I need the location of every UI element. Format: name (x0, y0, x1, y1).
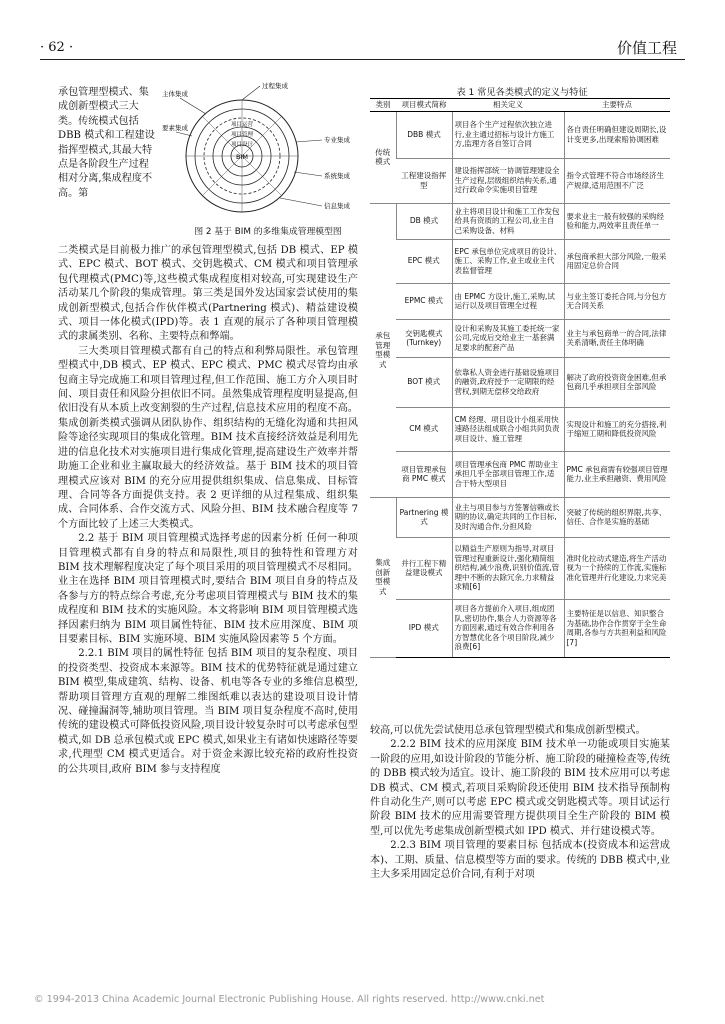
label-element-integration: 要素集成 (162, 124, 188, 132)
mode-cell: BOT 模式 (396, 357, 452, 407)
mode-cell: 项目管理承包商 PMC 模式 (396, 451, 452, 497)
features-cell: 要求业主一般有较强的采购经验和能力,两效率且责任单一 (564, 203, 670, 239)
table-row (370, 497, 670, 537)
features-cell: 与业主签订委托合同,与分包方无合同关系 (564, 283, 670, 319)
table-row (370, 599, 670, 657)
ring-label-operation: 项目运营 (230, 122, 254, 128)
mode-cell: EPC 模式 (396, 239, 452, 283)
intro-wrap-text: 承包管理型模式、集成创新型模式三大类。传统模式包括 DBB 模式和工程建设指挥型模式,其最大特点是各阶段生产过程相对分离,集成程度不高。第 (58, 87, 155, 199)
definition-cell: 设计和采购及其施工委托统一家公司,完成后交给业主一基套满足要求的配套产品 (452, 319, 564, 357)
table-row (370, 283, 670, 319)
label-specialty-integration: 专业集成 (324, 136, 350, 144)
definition-cell: 建设指挥部统一协调管理建设全生产过程,层级组织结构关系,通过行政命令实施项目管理 (452, 158, 564, 203)
definition-cell: 项目各方提前介入项目,组成团队,密切协作,集合人力资源等各方面因素,通过有效合作利用各方智慧优化各个项目阶段,减少浪费[6] (452, 599, 564, 657)
features-cell: 主要特征是以信息、知识整合为基础,协作合作贯穿于全生命周期,各参与方共担利益和风险[7] (564, 599, 670, 657)
definition-cell: 业主将项目设计和施工工作发包给具有资质的工程公司,业主自己采购设备、材料 (452, 203, 564, 239)
page-number: · 62 · (40, 40, 74, 55)
bim-ring-diagram (162, 80, 374, 218)
mode-cell: 工程建设指挥型 (396, 158, 452, 203)
table-title: 表 1 常见各类模式的定义与特征 (456, 87, 588, 98)
page-header (40, 40, 685, 60)
journal-name: 价值工程 (616, 39, 677, 57)
paragraph: 三大类项目管理模式都有自己的特点和利弊局限性。承包管理型模式中,DB 模式、EP 模式、EPC 模式、PMC 模式尽管均由承包商主导完成施工和项目管理过程,但工作范围、施工方介入项目时间、项目责任和风险分担依旧不同。虽然集成管理程度明显提高,但依旧没有从本质上改变割裂的生产过程,信息技术应用的程度不高。集成创新类模式强调从团队协作、组织结构的无缝化沟通和共担风险等途径实现项目的集成化管理。BIM 技术直接经济效益是利用先进的信息化技术对实施项目进行集成化管理,提高建设生产效率并帮助施工企业和业主赢取最大的经济效益。基于 BIM 技术的项目管理模式应该对 BIM 的充分应用提供组织集成、信息集成、目标管理、合同等各方面提供支持。表 2 更详细的从过程集成、组织集成、合同体系、合作交流方式、风险分担、BIM 技术融合程度等 7 个方面比较了上述三大类模式。 (58, 345, 358, 530)
definition-cell: 由 EPMC 方设计,施工,采购,试运行以及项目管理全过程 (452, 283, 564, 319)
left-column (58, 244, 358, 777)
column-header: 相关定义 (452, 99, 564, 112)
category-cell: 集成创新型模式 (370, 497, 396, 657)
table-row (370, 203, 670, 239)
column-header: 主要特点 (564, 99, 670, 112)
features-cell: 业主与承包商单一的合同,法律关系清晰,责任主体明确 (564, 319, 670, 357)
paragraph-section-2-2-3: 2.2.3 BIM 项目管理的要素目标 包括成本(投资成本和运营成本)、工期、质量、信息模型等方面的要求。传统的 DBB 模式中,业主大多采用固定总价合同,有利于对项 (370, 840, 670, 881)
paragraph-section-2-2-1: 2.2.1 BIM 项目的属性特征 包括 BIM 项目的复杂程度、项目的投资类型、投资成本来源等。BIM 技术的优势特征就是通过建立 BIM 模型,集成建筑、结构、设备、机电等各专业的多维信息模型,帮助项目管理方直观的理解二维图纸难以表达的建设项目设计情况、碰撞漏洞等,辅助项目管理。当 BIM 项目复杂程度不高时,使用传统的建设模式可降低投资风险,项目设计较复杂时可以考虑承包型模式,如 DB 总承包模式或 EPC 模式,如果业主有诸如快速路径等要求,代理型 CM 模式更适合。对于资金来源比较充裕的政府性投资的公共项目,政府 BIM 参与支持程度 (58, 648, 358, 775)
features-cell: 各自责任明确但建设周期长,设计变更多,出现索赔协调困难 (564, 111, 670, 158)
mode-cell: 并行工程下精益建设模式 (396, 537, 452, 599)
features-cell: 解决了政府投资资金困难,但承包商几乎承担项目全部风险 (564, 357, 670, 407)
definition-cell: 项目各个生产过程依次独立进行,业主通过招标与设计方施工方,监理方各自签订合同 (452, 111, 564, 158)
paragraph-section-2-2-2: 2.2.2 BIM 技术的应用深度 BIM 技术单一功能或项目实施某一阶段的应用,如设计阶段的节能分析、施工阶段的碰撞检查等,传统的 DBB 模式较为适宜。设计、施工阶段的 BIM 技术应用可以考虑 DB 模式、CM 模式,若项目采购阶段还使用 BIM 技术指导预制构件自动化生产,则可以考虑 EPC 模式或交钥匙模式等。项目试运行阶段 BIM 技术的应用需要管理方提供项目全生产阶段的 BIM 模型,可以优先考虑集成创新型模式如 IPD 模式、并行建设模式等。 (370, 739, 670, 837)
definition-cell: CM 经理、项目设计小组采用快速路径法组成联合小组共同负责项目设计、施工管理 (452, 407, 564, 451)
mode-cell: EPMC 模式 (396, 283, 452, 319)
mode-cell: DBB 模式 (396, 111, 452, 158)
mode-cell: CM 模式 (396, 407, 452, 451)
paragraph: 二类模式是目前极力推广的承包管理型模式,包括 DB 模式、EP 模式、EPC 模式、BOT 模式、交钥匙模式、CM 模式和项目管理承包代理模式(PMC)等,这些模式集成程度相对较高,可实现建设生产活动某几个阶段的集成管理。第三类是国外发达国家尝试使用的集成创新型模式,包括合作伙伴模式(Partnering 模式)、精益建设模式、项目一体化模式(IPD)等。表 1 直观的展示了各种项目管理模式的隶属类别、名称、主要特点和弊端。 (58, 245, 358, 343)
label-information-integration: 信息集成 (324, 202, 350, 210)
ring-label-design: 项目设计 (230, 142, 254, 148)
figure-caption: 图 2 基于 BIM 的多维集成管理模型图 (194, 227, 342, 237)
features-cell: 准时化拉动式建造,将生产活动视为一个持续的工作流,实施标准化管理并行化建设,力求完美 (564, 537, 670, 599)
table-row (370, 239, 670, 283)
definition-cell: EPC 承包单位完成项目的设计、施工、采购工作,业主或业主代表监督管理 (452, 239, 564, 283)
table-row (370, 357, 670, 407)
definition-cell: 业主与项目参与方签署信赖或长期的协议,确定共同的工作目标,及时沟通合作,分担风险 (452, 497, 564, 537)
definition-cell: 项目管理承包商 PMC 帮助业主承担几乎全部项目管理工作,适合于特大型项目 (452, 451, 564, 497)
figure-bim-model (162, 80, 374, 242)
mode-cell: DB 模式 (396, 203, 452, 239)
paragraph: 较高,可以优先尝试使用总承包管理型模式和集成创新型模式。 (370, 725, 646, 736)
table-row (370, 319, 670, 357)
column-header: 类别 (370, 99, 396, 112)
definition-cell: 依靠私人资金进行基础设施项目的融资,政府授予一定期限的经营权,到期无偿移交给政府 (452, 357, 564, 407)
center-label: BIM (236, 153, 248, 161)
table-row (370, 451, 670, 497)
label-subject-integration: 主体集成 (162, 90, 188, 98)
copyright-footer: © 1994-2013 China Academic Journal Electronic Publishing House. All rights reserved. http://www.cnki.net (34, 994, 545, 1005)
label-process-integration: 过程集成 (262, 82, 288, 90)
table-row (370, 537, 670, 599)
table-row (370, 158, 670, 203)
category-cell: 承包管理型模式 (370, 203, 396, 497)
features-cell: 突破了传统的组织界限,共享、信任、合作是实施的基础 (564, 497, 670, 537)
column-header: 项目模式简称 (396, 99, 452, 112)
mode-cell: Partnering 模式 (396, 497, 452, 537)
table-header-row (370, 99, 670, 112)
features-cell: 承包商承担大部分风险,一般采用固定总价合同 (564, 239, 670, 283)
modes-table (370, 98, 670, 658)
mode-cell: IPD 模式 (396, 599, 452, 657)
features-cell: 指令式管理不符合市场经济生产规律,适用范围不广泛 (564, 158, 670, 203)
table-row (370, 407, 670, 451)
paragraph-section-2-2: 2.2 基于 BIM 项目管理模式选择考虑的因素分析 任何一种项目管理模式都有自身的特点和局限性,项目的独特性和管理方对 BIM 技术理解程度决定了每个项目采用的项目管理模式不尽相同。业主在选择 BIM 项目管理模式时,要结合 BIM 项目自身的特点及各参与方的特点综合考虑,充分考虑项目管理模式与 BIM 技术的集成程度和 BIM 技术的实施风险。本文将影响 BIM 项目管理模式选择因素归纳为 BIM 项目属性特征、BIM 技术应用深度、BIM 项目要素目标、BIM 实施环境、BIM 实施风险因素等 5 个方面。 (58, 533, 358, 645)
features-cell: PMC 承包商需有较强项目管理能力,业主承担融资、费用风险 (564, 451, 670, 497)
definition-cell: 以精益生产原则为指导,对项目管理过程重新设计,强化精简组织结构,减少浪费,识别价值流,管理中不断的去除冗余,力求精益求精[6] (452, 537, 564, 599)
label-system-integration: 系统集成 (324, 172, 350, 180)
right-column (370, 724, 670, 882)
ring-label-management: 项目管理 (230, 132, 254, 138)
mode-cell: 交钥匙模式(Turnkey) (396, 319, 452, 357)
features-cell: 实现设计和施工的充分搭接,利于缩短工期和降低投资风险 (564, 407, 670, 451)
table-row (370, 111, 670, 158)
category-cell: 传统模式 (370, 111, 396, 203)
